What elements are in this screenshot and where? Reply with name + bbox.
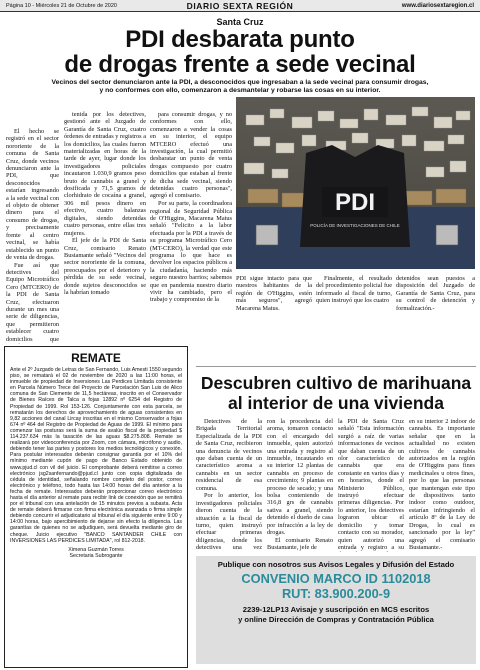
ad-line-5: y online Dirección de Compras y Contratación Pública <box>238 615 434 624</box>
article2-headline-line1: Descubren cultivo de marihuana <box>200 373 472 393</box>
article1-paragraph: El hecho se registró en el sector nororiente de la comuna de Santa Cruz, donde vecinos denunciaron ante la PDI, que desconocidos estarían ingresando a la sede vecinal con el objeto de obtener dinero para el consumo de drogas, y precisamente frente al centro vecinal, se había establecido un punto de venta de drogas. <box>6 128 59 261</box>
article1-headline-line1: PDI desbarata punto <box>125 26 355 53</box>
article2-column-3 <box>338 418 404 552</box>
article1-photo <box>236 97 475 269</box>
article2-paragraph: ron la procedencia del aroma, tomaron contacto con el encargado del inmueble, quien autorizó una entrada y registro al inmueble, incautando en su interior 12 plantas de cannabis en proceso de crecimiento; 9 plantas en proceso de secado; y una bolsa conteniendo de 316,8 grs de cannabis sativa a granel, siendo detenido el dueño de casa por infracción a la ley de drogas. <box>267 418 333 537</box>
article1-column-6 <box>396 275 475 351</box>
article1-headline <box>10 27 470 77</box>
convenio-marco-ad <box>196 556 476 664</box>
article1-column-2 <box>64 111 146 343</box>
paper-url[interactable]: www.diariosextaregion.cl <box>401 2 474 9</box>
pdi-vest-sublabel: POLICÍA DE INVESTIGACIONES DE CHILE <box>310 223 400 228</box>
article1-paragraph: Fue así que detectives del Equipo Microtráfico Cero (MTCERO) de la PDI de Santa Cruz, efectuaron durante un mes una serie de diligencias, que permitieron establecer cuatro domicilios que <box>6 261 59 343</box>
article2-headline-line2: al interior de una vivienda <box>228 393 444 413</box>
ad-convenio-id: CONVENIO MARCO ID 1102018 <box>241 571 431 586</box>
article2-paragraph: Detectives de la Brigada Territorial Especializada de la PDI de Santa Cruz, recibieron una denuncia de vecinos que daban cuenta de un característico aroma a cannabis en un sector residencial de esa comuna. <box>196 418 262 492</box>
article1-paragraph: PDI sigue intacto para que nuestros habitantes de la región de O'Higgins, estén más seguros", agregó Macarena Matus. <box>236 275 312 312</box>
article2-paragraph: la PDI de Santa Cruz señaló "Esta información surgió a raíz de varias informaciones de vecinos que daban cuenta de un olor característico de cannabis que era constante en varios días y en horarios, donde el Ministerio Público, instruyó efectuar primeras diligencias. Por lo anterior, los detectives lograron ubicar el domicilio y tomar contacto con su morador, quien autorizó una entrada y registro a su <box>338 418 404 551</box>
masthead <box>0 0 480 12</box>
remate-sign-name: Ximena Guzmán Torres <box>68 546 124 553</box>
article2-column-2 <box>267 418 333 552</box>
article2-paragraph: en su interior 2 indoor de cannabis. Es importante señalar que en la actualidad no existen cultivos de cannabis autorizados en la región de O'Higgins para fines medicinales u otros fines, por lo que las personas que mantengan este tipo de dispositivos tanto indoor como outdoor, estarían infringiendo el artículo 8º de la Ley de Drogas, lo cual es sancionado por la ley" agregó el comisario Bustamante.- <box>409 418 475 551</box>
article1-paragraph: detenidos sean puestos a disposición del Juzgado de Garantía de Santa Cruz, para su control de detención y formalización.- <box>396 275 475 312</box>
article2-paragraph: El comisario Renato Bustamante, jefe de <box>267 536 333 552</box>
article1-paragraph: tenida por los detectives, gestionó ante el Juzgado de Garantía de Santa Cruz, cuatro órdenes de entradas y registros a los domicilios, las cuales fueron materializadas en horas de la tarde de ayer, lugar donde los investigadores policiales incautaron 1.030,9 gramos peso bruto de cannabis a granel y dosificada y 71,5 gramos de clorhidrato de cocaína a granel, 306 mil pesos dinero en efectivo, cuatro balanzas digitales, siendo detenidas cuatro personas, entre ellas tres mujeres. <box>64 111 146 237</box>
article1-column-5 <box>316 275 392 351</box>
remate-body: Ante el 2º Juzgado de Letras de San Fernando, Luis Amesti 1550 segundo piso, se rematará el 02 de noviembre de 2020 a las 11:00 horas, el inmueble de propiedad de Inversiones Las Perdices Limitada consistente en Parcela Número Trece del Proyecto de Parcelación San Luis de Alico comuna de San Clemente de 11,5 hectáreas, inscrito en el Conservador de Bienes Raíces de Talca a fojas 12892 nº 6254 del Registro de Propiedad de 1999. Rol 153-126. Conjuntamente con esta parcela, se rematarán los derechos de aprovechamiento de aguas consistentes en 9,82 acciones del canal Lircay inscritas en el mismo Conservador a fojas 674 nº 464 del Registro de Propiedad de Aguas de 1999. El mínimo para comenzar las posturas será la suma de avalúo fiscal de la propiedad $ 114.237.634 más la tasación de las aguas $8.275.808. Remate se realizará por videoconferencia por Zoom, con cámara, micrófono y audio, debiendo tener las partes y postores los medios tecnológicos y conexión. Para postular interesados deberán consignar garantía por el 10% del mínimo mediante cupón de pago de Banco Estado obtenido de www.pjud.cl con vil del juicio. El comprobante deberá remitirse a correo electrónico jsg2sanfernando@pjud.cl junto con copia digitalizada de cédula de identidad, señalando nombre completo del postor, correo electrónico y teléfono, todo hasta las 14:00 horas del día anterior a la fecha de remate. Interesados deberán proporcionar correo electrónico hasta el día anterior al remate para recibir link de conexión que se remitirá por el tribunal con una antelación de 15 minutos previos a subasta. Acta de remate deberá firmarse con firma electrónica avanzada o firma simple debiendo concurrir el adjudicatario al tribunal el día siguiente entre 9:00 y 14:00 horas, bajo apercibimiento de dejarse sin efecto la diligencia. Las garantías de quienes no se adjudiquen, será devuelta mediante giro de cheque. Juicio ejecutivo "BANCO SANTANDER CHILE con INVERSIONES LAS PERDICES LIMITADA", rol 812-2018. <box>10 367 182 544</box>
divider <box>196 366 476 367</box>
article2-headline <box>194 373 478 413</box>
page-info: Página 10 - Miércoles 21 de Octubre de 2020 <box>6 2 117 9</box>
remate-notice <box>4 346 188 668</box>
article1-deck-line2: y no conformes con ello, comenzaron a desmantelar y robarse las cosas en su interior. <box>99 87 381 95</box>
article1-paragraph: Finalmente, el resultado del procedimiento policial fue informado al fiscal de turno, quien instruyó que los cuatro <box>316 275 392 305</box>
evidence-photo-graphic <box>236 97 475 269</box>
article1-headline-line2: de drogas frente a sede vecinal <box>64 51 416 78</box>
article2-paragraph: Por lo anterior, los investigadores policiales dieron cuenta de la situación a la fiscal de turno, quien instruyó efectuar primeras diligencias, donde los detectives una vez <box>196 492 262 552</box>
article1-paragraph: para consumir drogas, y no conformes con ello, comenzaron a vender la cosas en su interior, el equipo MTCERO efectuó una investigación, la cual permitió desbaratar un punto de venta drogas compuesto por cuatro domicilios que estaban al frente de dicha sede vecinal, siendo detenidas cuatro personas", agregó el comisario. <box>150 111 232 200</box>
article1-deck <box>20 79 460 96</box>
remate-signature <box>10 547 182 559</box>
ad-line-4: 2239-12LP13 Avisaje y suscripción en MCS escritos <box>242 605 430 614</box>
article1-kicker: Santa Cruz <box>216 17 264 27</box>
article1-deck-line1: Vecinos del sector denunciaron ante la PDI, a desconocidos que ingresaban a la sede vecinal para consumir drogas, <box>51 79 429 86</box>
remate-title: REMATE <box>71 351 121 365</box>
article1-paragraph: El jefe de la PDI de Santa Cruz, comisario Renato Bustamante señaló "Vecinos del sector nororiente de la comuna, preocupados por el deterioro y pérdida de su sede vecinal, donde sujetos desconocidos se la habrían tomado <box>64 237 146 297</box>
ad-line-1: Publique con nosotros sus Avisos Legales y Difusión del Estado <box>217 560 455 569</box>
article1-column-4b <box>236 275 312 351</box>
pdi-vest-label: PDI <box>334 189 376 216</box>
article2-column-1 <box>196 418 262 552</box>
paper-name: DIARIO SEXTA REGIÓN <box>186 0 294 11</box>
article1-column-1 <box>6 128 59 344</box>
article1-column-3 <box>150 111 232 343</box>
article1-paragraph: Por su parte, la coordinadora regional de Seguridad Pública de O'Higgins, Macarena Matus señaló "Felicito a la labor efectuada por la PDI a través de su programa Microtráfico Cero (MT-CERO), la verdad que este programa lo que hace es devolver los espacios públicos a la ciudadanía, haciendo más seguro nuestro barrios; sabemos que en pandemia nuestro diario vivir ha cambiado, pero el trabajo y compromiso de la <box>150 200 232 304</box>
ad-rut: RUT: 83.900.200-9 <box>281 585 391 601</box>
remate-sign-title: Secretaria Subrogante <box>69 552 123 559</box>
article2-column-4 <box>409 418 475 552</box>
